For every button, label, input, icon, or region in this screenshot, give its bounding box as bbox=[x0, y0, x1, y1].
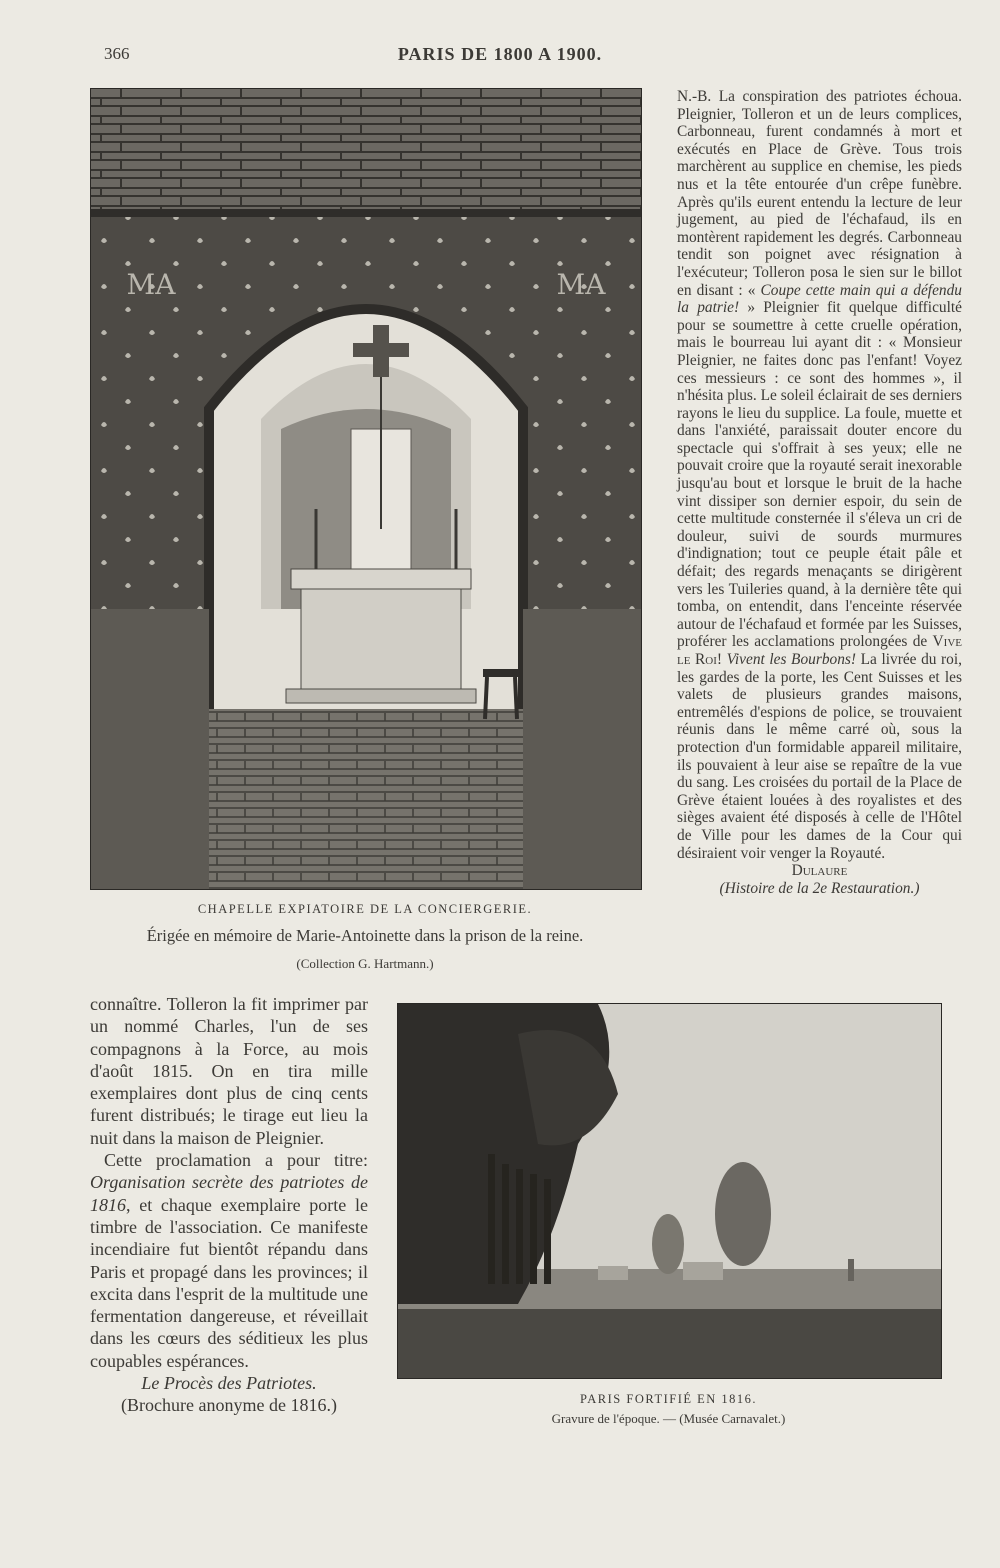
figure1-title: CHAPELLE EXPIATOIRE DE LA CONCIERGERIE. bbox=[197, 902, 533, 916]
author-signature: Dulaure bbox=[791, 862, 848, 880]
right-paragraph: N.-B. La conspiration des patriotes échoua. Pleignier, Tolleron et un de leurs complices, Carbonneau, furent condamnés à mort et exécutés en Place de Grève. Tous trois marchèrent au supplice en chemise, les pieds nus et la tête entourée d'un crêpe funèbre. Après qu'ils eurent entendu la lecture de leur jugement, au pied de l'échafaud, ils en montèrent rapidement les degrés. Carbonneau tendit son poignet avec résignation à l'exécuteur; Tolleron posa le sien sur le billot en disant : « Coupe cette main qui a défendu la patrie! » Pleignier fit quelque difficulté pour se soumettre à cette cruelle opération, mais le bourreau lui ayant dit : « Monsieur Pleignier, ne faites donc pas l'enfant! Voyez ces messieurs : ce sont des hommes », il n'hésita plus. Le soleil éclairait de ses derniers rayons le lieu du supplice. La foule, muette et dans l'anxiété, paraissait douter encore du spectacle qui s'offrait à ses yeux; elle ne pouvait croire que la royauté serait inexorable jusqu'au bout et lorsque le bruit de la hache vint dissiper son dernier espoir, du sein de cette multitude consternée il s'éleva un cri de douleur, suivi de sourds murmures d'indignation; tout ce peuple était pâle et défait; des regards menaçants se dirigèrent vers les Tuileries quand, à la dernière tête qui tomba, on entendit, dans l'enceinte réservée autour de l'échafaud et formée par les Suisses, proférer les acclamations prolongées de Vive le Roi! Vivent les Bourbons! La livrée du roi, les gardes de la porte, les Cent Suisses et les valets de plusieurs grandes maisons, entremêlés d'espions de police, se trouvaient réunis dans le même carré où, sous la protection d'un formidable appareil militaire, ils pouvaient à leur aise se repaître de la vue du sang. Les croisées du portail de la Place de Grève étaient louées à des royalistes et des sièges avaient été disposés à celle de l'Hôtel de Ville pour les dames de la Cour qui désiraient voir venger la Royauté. bbox=[677, 88, 962, 862]
running-title: PARIS DE 1800 A 1900. bbox=[397, 44, 603, 64]
left-column-text bbox=[90, 993, 368, 1417]
figure1-subtitle: Érigée en mémoire de Marie-Antoinette dans la prison de la reine. bbox=[146, 926, 584, 945]
landscape-illustration bbox=[398, 1004, 941, 1378]
chapel-illustration bbox=[91, 89, 641, 889]
chapel-engraving bbox=[90, 88, 642, 890]
svg-text:MA: MA bbox=[126, 268, 176, 301]
left-paragraph-1: connaître. Tolleron la fit imprimer par un nommé Charles, l'un de ses compagnons à la Force, au mois d'août 1815. On en tira mille exemplaires dont plus de cinq cents furent distribués; le tirage eut lieu la nuit dans la maison de Pleignier. bbox=[90, 994, 368, 1148]
paris-engraving bbox=[397, 1003, 942, 1379]
source-citation: (Histoire de la 2e Restauration.) bbox=[719, 879, 920, 897]
figure2-credit: Gravure de l'époque. — (Musée Carnavalet.) bbox=[551, 1411, 786, 1426]
left-source-title: Le Procès des Patriotes. bbox=[141, 1373, 317, 1394]
page-number: 366 bbox=[104, 44, 130, 63]
svg-text:MA: MA bbox=[556, 268, 606, 301]
figure1-credit: (Collection G. Hartmann.) bbox=[296, 956, 434, 971]
figure2-title: PARIS FORTIFIÉ EN 1816. bbox=[579, 1392, 758, 1406]
left-paragraph-2: Cette proclamation a pour titre: Organisation secrète des patriotes de 1816, et chaque exemplaire porte le timbre de l'association. Ce manifeste incendiaire fut bientôt répandu dans Paris et propagé dans les provinces; il excita dans l'esprit de la multitude une fermentation dangereuse, et réveillait dans les cœurs des séditieux les plus coupables espérances. bbox=[90, 1150, 368, 1371]
left-source-detail: (Brochure anonyme de 1816.) bbox=[121, 1395, 337, 1416]
right-column-text bbox=[677, 88, 962, 897]
